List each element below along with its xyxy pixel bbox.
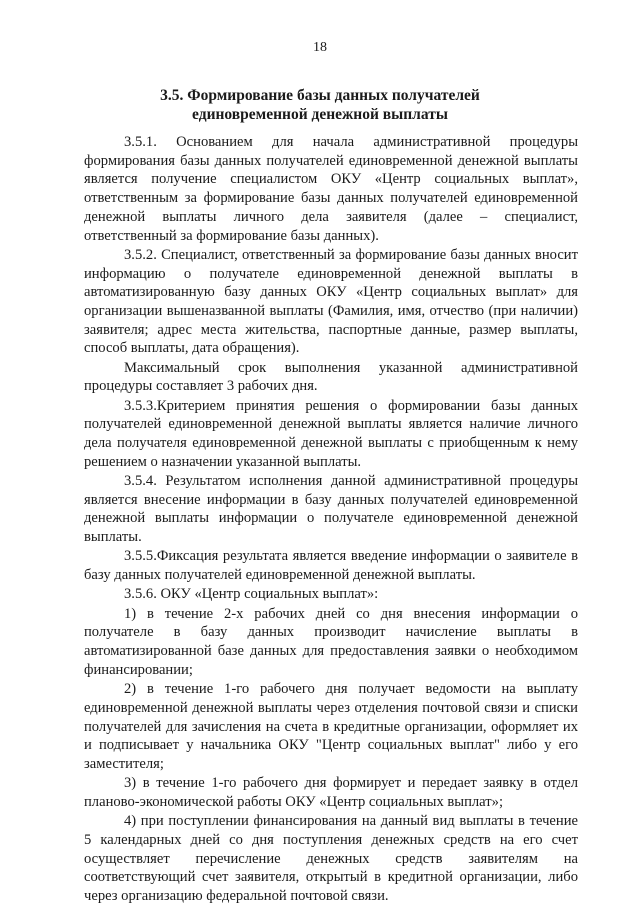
paragraph-3-5-1: 3.5.1. Основанием для начала административной процедуры формирования базы данных получателей единовременной денежной выплаты является получение специалистом ОКУ «Центр социальных выплат», ответственным за формирование базы данных получателей единовременной денежной выплаты личного дела заявителя (далее – специалист, ответственный за формирование базы данных).: [84, 134, 578, 244]
page-number: 18: [313, 40, 327, 55]
list-item-3: 3) в течение 1-го рабочего дня формирует и передает заявку в отдел планово-экономической работы ОКУ «Центр социальных выплат»;: [84, 775, 578, 810]
list-item-1: 1) в течение 2-х рабочих дней со дня внесения информации о получателе в базу данных производит начисление выплаты в автоматизированной базе данных для предоставления заявки о необходимом финансировании;: [84, 605, 578, 678]
paragraph-3-5-4: 3.5.4. Результатом исполнения данной административной процедуры является внесение информации в базу данных получателей единовременной денежной выплаты информации о получателе единовременной денежной выплаты.: [84, 473, 578, 546]
section-title: 3.5. Формирование базы данных получателей единовременной денежной выплаты: [160, 87, 480, 123]
paragraph-3-5-6: 3.5.6. ОКУ «Центр социальных выплат»:: [124, 586, 379, 603]
paragraph-3-5-5: 3.5.5.Фиксация результата является введение информации о заявителе в базу данных получателей единовременной денежной выплаты.: [84, 548, 578, 584]
list-item-4: 4) при поступлении финансирования на данный вид выплаты в течение 5 календарных дней со дня поступления денежных средств на его счет осуществляет перечисление денежных средств заявителям на соответствующий счет заявителя, открытый в кредитной организации, либо через организацию федеральной почтовой связи.: [84, 813, 578, 905]
list-item-2: 2) в течение 1-го рабочего дня получает ведомости на выплату единовременной денежной выплаты через отделения почтовой связи и списки получателей для зачисления на счета в кредитные организации, оформляет их и подписывает у начальника ОКУ "Центр социальных выплат" либо у его заместителя;: [84, 681, 578, 772]
paragraph-max-term: Максимальный срок выполнения указанной административной процедуры составляет 3 рабочих дня.: [84, 359, 578, 395]
document-body: [84, 133, 578, 906]
paragraph-3-5-2: 3.5.2. Специалист, ответственный за формирование базы данных вносит информацию о получателе единовременной денежной выплаты в автоматизированную базу данных ОКУ «Центр социальных выплат» для организации вышеназванной выплаты (Фамилия, имя, отчество (при наличии) заявителя; адрес места жительства, паспортные данные, размер выплаты, способ выплаты, дата обращения).: [84, 246, 578, 357]
paragraph-3-5-3: 3.5.3.Критерием принятия решения о формировании базы данных получателей единовременной денежной выплаты является наличие личного дела получателя единовременной денежной выплаты с приобщенным к нему решением о назначении указанной выплаты.: [84, 397, 578, 470]
